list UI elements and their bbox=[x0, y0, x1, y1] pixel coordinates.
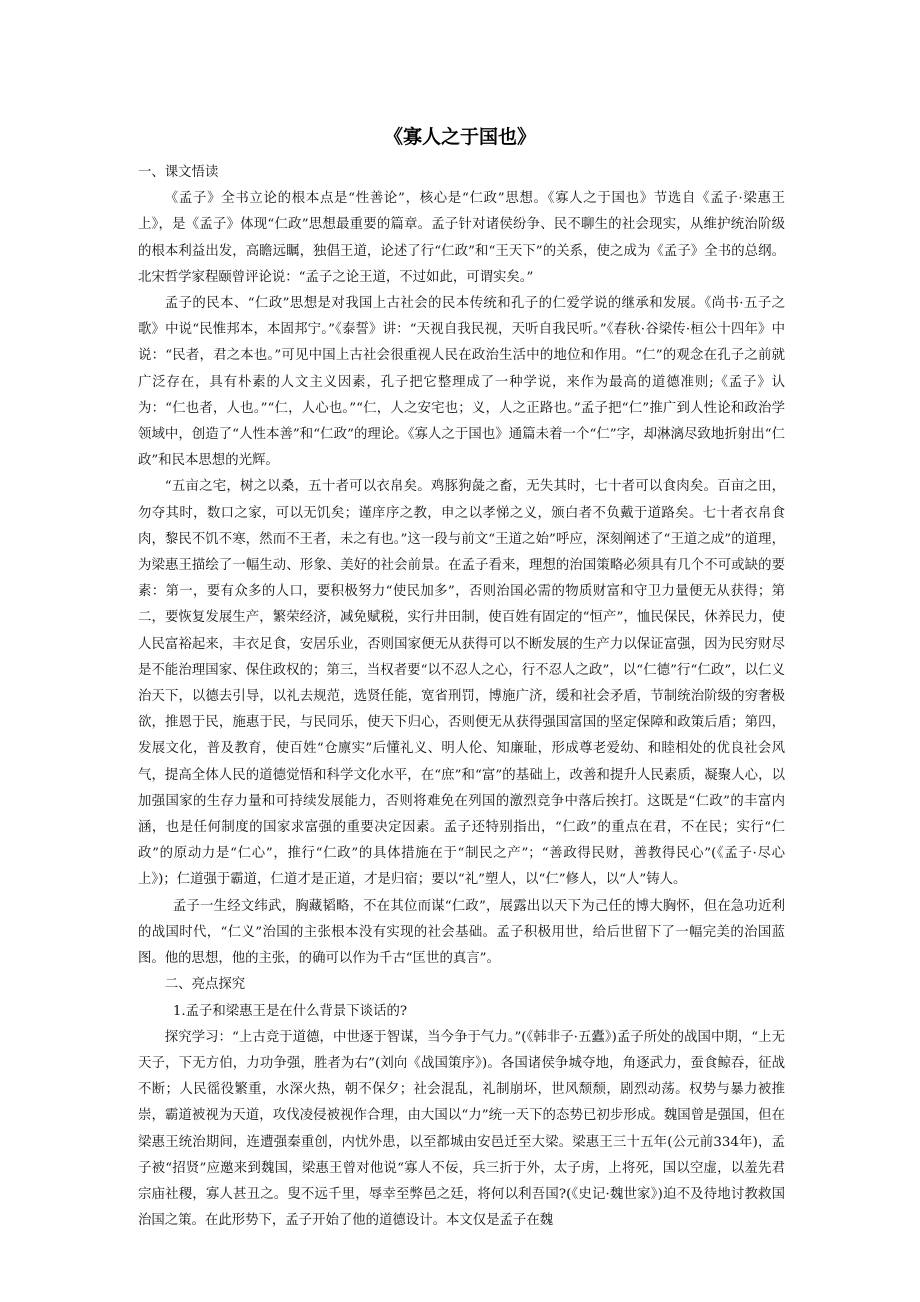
body-paragraph: “五亩之宅，树之以桑，五十者可以衣帛矣。鸡豚狗彘之畜，无失其时，七十者可以食肉矣。百亩之田，勿夺其时，数口之家，可以无饥矣；谨庠序之教，申之以孝悌之义，颁白者不负戴于道路矣。七十者衣帛食肉，黎民不饥不寒，然而不王者，未之有也。”这一段与前文“王道之始”呼应，深刻阐述了“王道之成”的道理，为梁惠王描绘了一幅生动、形象、美好的社会前景。在孟子看来，理想的治国策略必须具有几个不可或缺的要素：第一，要有众多的人口，要积极努力“使民加多”，否则治国必需的物质财富和守卫力量便无从获得；第二，要恢复发展生产，繁荣经济，减免赋税，实行井田制，使百姓有固定的“恒产”，恤民保民，休养民力，使人民富裕起来，丰衣足食，安居乐业，否则国家便无从获得可以不断发展的生产力以保证富强，因为民穷财尽是不能治理国家、保住政权的；第三，当权者要“以不忍人之心，行不忍人之政”，以“仁德”行“仁政”，以仁义治天下，以德去引导，以礼去规范，选贤任能，宽省刑罚，博施广济，缓和社会矛盾，节制统治阶级的穷奢极欲，推恩于民，施惠于民，与民同乐，使天下归心，否则便无从获得强国富国的坚定保障和政策后盾；第四，发展文化，普及教育，使百姓“仓廪实”后懂礼义、明人伦、知廉耻，形成尊老爱幼、和睦相处的优良社会风气，提高全体人民的道德觉悟和科学文化水平，在“庶”和“富”的基础上，改善和提升人民素质，凝聚人心，以加强国家的生存力量和可持续发展能力，否则将难免在列国的激烈竞争中落后挨打。这既是“仁政”的丰富内涵，也是任何制度的国家求富强的重要决定因素。孟子还特别指出，“仁政”的重点在君，不在民；实行“仁政”的原动力是“仁心”，推行“仁政”的具体措施在于“制民之产”；“善政得民财，善教得民心”(《孟子·尽心上》)；仁道强于霸道，仁道才是正道，才是归宿；要以“礼”塑人，以“仁”修人，以“人”铸人。 bbox=[138, 479, 785, 888]
question-heading: 1.孟子和梁惠王是在什么背景下谈话的? bbox=[172, 1003, 408, 1019]
body-paragraph: 孟子的民本、“仁政”思想是对我国上古社会的民本传统和孔子的仁爱学说的继承和发展。《尚书·五子之歌》中说“民惟邦本，本固邦宁。”《泰誓》讲：“天视自我民视，天听自我民听。”《春秋·谷梁传·桓公十四年》中说：“民者，君之本也。”可见中国上古社会很重视人民在政治生活中的地位和作用。“仁”的观念在孔子之前就广泛存在，具有朴素的人文主义因素，孔子把它整理成了一种学说，来作为最高的道德准则;《孟子》认为：“仁也者，人也。”“仁，人心也。”“仁，人之安宅也；义，人之正路也。”孟子把“仁”推广到人性论和政治学领域中，创造了“人性本善”和“仁政”的理论。《寡人之于国也》通篇未着一个“仁”字，却淋漓尽致地折射出“仁政”和民本思想的光辉。 bbox=[138, 296, 785, 469]
section-heading: 一、课文悟读 bbox=[138, 165, 219, 180]
document-body bbox=[138, 160, 785, 1234]
body-paragraph: 《孟子》全书立论的根本点是“性善论”，核心是“仁政”思想。《寡人之于国也》节选自《孟子·梁惠王上》，是《孟子》体现“仁政”思想最重要的篇章。孟子针对诸侯纷争、民不聊生的社会现实，从维护统治阶级的根本利益出发，高瞻远瞩，独倡王道，论述了行“仁政”和“王天下”的关系，使之成为《孟子》全书的总纲。北宋哲学家程颐曾评论说：“孟子之论王道，不过如此，可谓实矣。” bbox=[138, 191, 785, 285]
body-paragraph: 孟子一生经文纬武，胸藏韬略，不在其位而谋“仁政”，展露出以天下为己任的博大胸怀，但在急功近利的战国时代，“仁义”治国的主张根本没有实现的社会基础。孟子积极用世，给后世留下了一幅完美的治国蓝图。他的思想，他的主张，的确可以作为千古“匡世的真言”。 bbox=[138, 898, 785, 967]
document-title: 《寡人之于国也》 bbox=[383, 126, 536, 148]
section-heading: 二、亮点探究 bbox=[164, 977, 246, 993]
body-paragraph: 探究学习：“上古竞于道德，中世逐于智谋，当今争于气力。”(《韩非子·五蠹》)孟子所处的战国中期，“上无天子，下无方伯，力功争强，胜者为右”(刘向《战国策序》)。各国诸侯争城夺地，角逐武力，蚕食鲸吞，征战不断；人民徭役繁重，水深火热，朝不保夕；社会混乱，礼制崩坏，世风颓颓，剧烈动荡。权势与暴力被推崇，霸道被视为天道，攻伐凌侵被视作合理，由大国以“力”统一天下的态势已初步形成。魏国曾是强国，但在梁惠王统治期间，连遭强秦重创，内忧外患，以至都城由安邑迁至大梁。梁惠王三十五年(公元前334年)，孟子被“招贤”应邀来到魏国，梁惠王曾对他说“寡人不佞，兵三折于外，太子虏，上将死，国以空虚，以羞先君宗庙社稷，寡人甚丑之。叟不远千里，辱幸至弊邑之廷，将何以利吾国?(《史记·魏世家》)迫不及待地讨教救国治国之策。在此形势下，孟子开始了他的道德设计。本文仅是孟子在魏 bbox=[138, 1029, 785, 1229]
